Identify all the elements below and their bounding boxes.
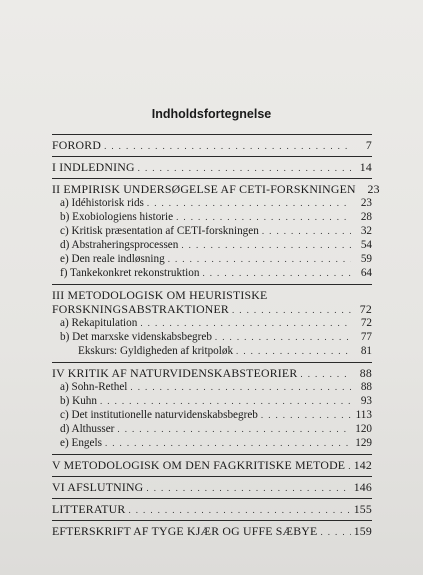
dot-leader [140, 316, 351, 330]
toc-entry [52, 344, 372, 358]
dot-leader [130, 380, 351, 394]
toc-entry-title: III METODOLOGISK OM HEURISTISKE [52, 288, 268, 302]
toc-entry-page: 129 [355, 437, 372, 449]
toc-entry-page: 14 [359, 160, 372, 174]
toc-entry-page: 23 [367, 182, 380, 196]
toc-entry-page: 72 [359, 302, 372, 316]
toc-entry-title: LITTERATUR [52, 502, 126, 516]
toc-entry [52, 224, 372, 238]
dot-leader [176, 210, 351, 224]
toc-entry [52, 210, 372, 224]
dot-leader [202, 266, 351, 280]
toc-entry [52, 330, 372, 344]
toc-entry-page: 64 [360, 267, 372, 279]
toc-entry [52, 458, 372, 472]
dot-leader [181, 238, 351, 252]
toc-entry-page: 155 [353, 502, 372, 516]
toc-entry-title: V METODOLOGISK OM DEN FAGKRITISKE METODE [52, 458, 346, 472]
toc-entry [52, 252, 372, 266]
toc-entry-title: a) Rekapitulation [60, 317, 138, 329]
toc-entry-page: 23 [360, 197, 372, 209]
dot-leader [147, 196, 351, 210]
toc-entry [52, 366, 372, 380]
toc-entry-title: EFTERSKRIFT AF TYGE KJÆR OG UFFE SÆBYE [52, 524, 318, 538]
toc-entry [52, 160, 372, 174]
toc-entry-page: 93 [360, 395, 372, 407]
table-of-contents [52, 134, 380, 538]
toc-entry [52, 196, 372, 210]
toc-entry-title: FORORD [52, 138, 102, 152]
toc-entry-page: 54 [360, 239, 372, 251]
dot-leader [348, 459, 351, 473]
dot-leader [236, 344, 351, 358]
toc-entry-title: d) Althusser [60, 423, 115, 435]
toc-entry-title: FORSKNINGSABSTRAKTIONER [52, 302, 229, 316]
toc-entry-page: 81 [360, 345, 372, 357]
toc-entry-page: 28 [360, 211, 372, 223]
toc-entry-title: e) Engels [60, 437, 102, 449]
dot-leader [261, 408, 351, 422]
toc-entry-title: f) Tankekonkret rekonstruktion [60, 267, 200, 279]
toc-entry-title: b) Exobiologiens historie [60, 211, 174, 223]
toc-entry [52, 182, 380, 196]
toc-entry [52, 436, 372, 450]
toc-entry-title: I INDLEDNING [52, 160, 135, 174]
toc-entry-page: 159 [353, 524, 372, 538]
toc-entry-title: VI AFSLUTNING [52, 480, 144, 494]
toc-entry-title: c) Det institutionelle naturvidenskabsbegreb [60, 409, 258, 421]
toc-entry [52, 394, 372, 408]
toc-entry-title: b) Det marxske videnskabsbegreb [60, 331, 212, 343]
toc-entry-page: 88 [360, 381, 372, 393]
toc-entry [52, 138, 372, 152]
toc-entry [52, 302, 372, 316]
toc-entry-title: II EMPIRISK UNDERSØGELSE AF CETI-FORSKNINGEN [52, 182, 356, 196]
dot-leader [262, 224, 351, 238]
dot-leader [215, 330, 351, 344]
dot-leader [105, 436, 351, 450]
toc-entry [52, 288, 372, 302]
toc-entry [52, 316, 372, 330]
toc-entry-title: IV KRITIK AF NATURVIDENSKABSTEORIER [52, 366, 298, 380]
dot-leader [146, 481, 350, 495]
toc-entry-page: 32 [360, 225, 372, 237]
toc-entry-page: 59 [360, 253, 372, 265]
toc-entry-title: d) Abstraheringsprocessen [60, 239, 179, 251]
toc-entry [52, 238, 372, 252]
toc-entry-title: a) Sohn-Rethel [60, 381, 128, 393]
toc-heading: Indholdsfortegnelse [151, 107, 272, 121]
dot-leader [232, 303, 351, 317]
toc-entry [52, 408, 372, 422]
dot-leader [104, 139, 351, 153]
toc-entry-title: b) Kuhn [60, 395, 97, 407]
toc-entry-page: 113 [355, 409, 372, 421]
toc-entry-page: 72 [360, 317, 372, 329]
toc-entry-page: 7 [365, 138, 372, 152]
dot-leader [138, 161, 351, 175]
toc-entry [52, 502, 372, 516]
dot-leader [117, 422, 351, 436]
dot-leader [100, 394, 351, 408]
toc-entry [52, 380, 372, 394]
toc-entry-title: c) Kritisk præsentation af CETI-forskningen [60, 225, 259, 237]
toc-entry [52, 422, 372, 436]
toc-entry [52, 266, 372, 280]
toc-entry-title: e) Den reale indløsning [60, 253, 165, 265]
dot-leader [300, 367, 351, 381]
toc-entry-title: a) Idéhistorisk rids [60, 197, 144, 209]
toc-entry-page: 77 [360, 331, 372, 343]
toc-entry-page: 120 [355, 423, 372, 435]
dot-leader [320, 525, 350, 539]
toc-entry-title: Ekskurs: Gyldigheden af kritpoløk [78, 345, 234, 357]
dot-leader [168, 252, 351, 266]
dot-leader [128, 503, 350, 517]
toc-entry [52, 480, 372, 494]
toc-entry-page: 88 [359, 366, 372, 380]
toc-entry [52, 524, 372, 538]
toc-entry-page: 142 [353, 458, 372, 472]
toc-entry-page: 146 [353, 480, 372, 494]
